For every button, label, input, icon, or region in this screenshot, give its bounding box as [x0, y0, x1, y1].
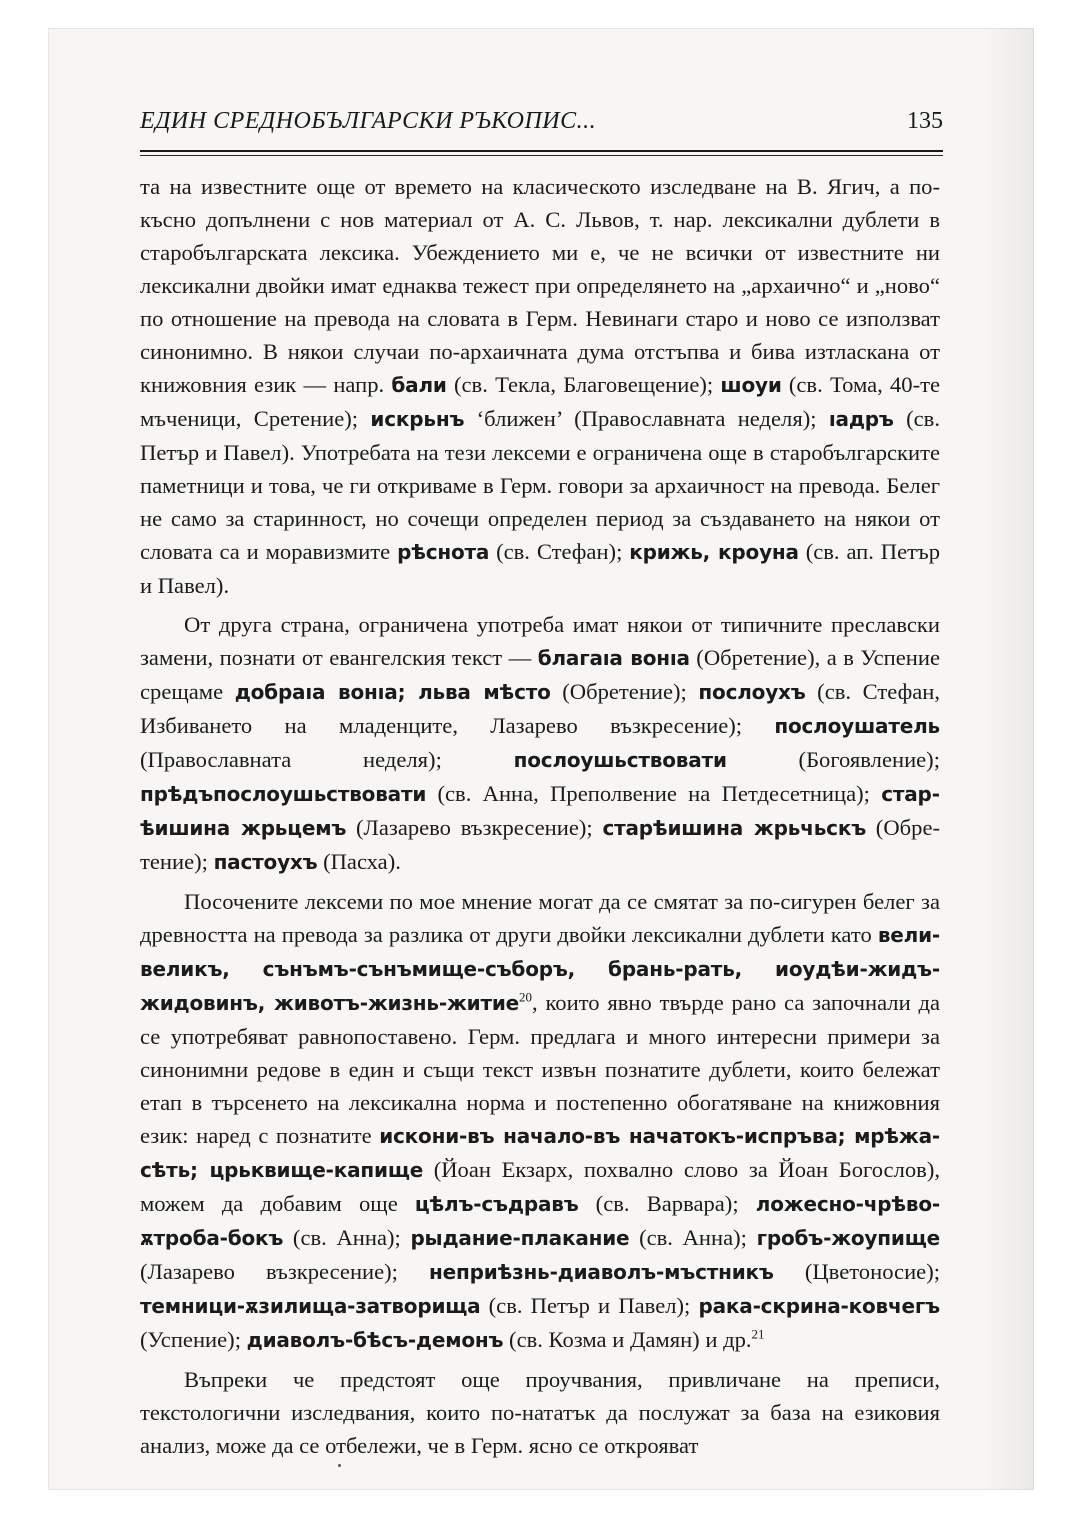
text-run: (св. Петър и Павел);	[480, 1293, 699, 1318]
text-run: (Лазарево възкресение);	[140, 1259, 430, 1284]
paragraph-4	[140, 1363, 940, 1462]
text-run: (Йоан Екзарх, похвално слово за Йоан Богослов), можем да добавим още	[140, 1157, 940, 1216]
text-run: (Цветоносие);	[773, 1259, 941, 1284]
header-rule	[140, 155, 943, 156]
text-run: (св. Варвара);	[578, 1191, 756, 1216]
text-run: (Обретение);	[140, 815, 941, 874]
text-run: , които явно твърде рано са започнали да се употребяват равнопоставено. Герм. предлага и много интересни примери за синонимни редове в един и същи текст извън познатите дублети, които бележат етап в търсенето на лексикална норма и постепенно обогатяване на книжовния език: наред с познатите	[140, 990, 940, 1148]
old-slavonic-word: старѣишина жрьчьскъ	[602, 816, 867, 840]
text-run: (св. Стефан);	[489, 539, 630, 564]
paragraph-1	[140, 170, 940, 602]
ink-speck	[338, 1464, 341, 1467]
old-slavonic-word: послоухъ	[698, 680, 806, 704]
text-run: (св. Тома, 40-те мъченици, Сретение);	[140, 372, 941, 431]
old-slavonic-word: старѣишина жрьцемъ	[140, 782, 940, 840]
text-run: (св. Текла, Благовещение);	[446, 372, 721, 397]
old-slavonic-word: благаıа вонıа	[537, 646, 690, 670]
text-run: (св. Петър и Павел). Употребата на тези лексеми е ограничена още в старобългарските паметници и това, че ги откриваме в Герм. говори за архаичност на превода. Белег не само за старинност, но сочещи определен период за създаването на някои от словата са и моравизмите	[140, 406, 940, 564]
text-run: (св. ап. Петър и Павел).	[140, 539, 940, 598]
text-run: ‘ближен’ (Православната неделя);	[464, 406, 829, 431]
text-run: (Пасха).	[317, 849, 401, 874]
old-slavonic-word: ложесно-чрѣво-ѫтроба-бокъ	[140, 1192, 940, 1250]
old-slavonic-word: рыдание-плакание	[410, 1226, 630, 1250]
old-slavonic-word: бали	[391, 373, 447, 397]
old-slavonic-word: вели-великъ, сънъмъ-сънъмище-съборъ, брань-рать, иоудѣи-жидъ-жидовинъ, животъ-жизнь-житие	[140, 923, 940, 1015]
old-slavonic-word: послоушатель	[774, 714, 940, 738]
text-run: (св. Анна, Преполвение на Петдесетница);	[426, 781, 882, 806]
text-run: (св. Стефан, Избиването на младенците, Лазарево възкресение);	[140, 679, 940, 738]
text-run: От друга страна, ограничена употреба имат някои от типичните преславски замени, познати от евангелския текст —	[140, 612, 940, 670]
paragraph-3	[140, 885, 940, 1357]
footnote-ref: 20	[519, 989, 533, 1005]
old-slavonic-word: рака-скрина-ковчегъ	[698, 1294, 940, 1318]
old-slavonic-word: прѣдъпослоушьствовати	[140, 782, 427, 806]
text-run: (Лазарево възкресение);	[346, 815, 603, 840]
text-run: (Богоявление);	[726, 747, 940, 772]
body-text	[140, 170, 940, 1468]
old-slavonic-word: неприѣзнь-диаволъ-мъстникъ	[429, 1260, 774, 1284]
text-run: (Успение);	[140, 1327, 247, 1352]
old-slavonic-word: добраıа вонıа; льва мѣсто	[234, 680, 551, 704]
text-run: Посочените лексеми по мое мнение могат да се смятат за по-сигурен белег за древността на превода за разлика от други двойки лексикални дублети като	[140, 889, 940, 947]
page-number: 135	[907, 108, 943, 134]
text-run: (Обретение), а в Успение срещаме	[140, 645, 940, 704]
text-run: (св. Козма и Дамян) и др.	[503, 1327, 752, 1352]
old-slavonic-word: пастоухъ	[213, 850, 318, 874]
running-title: ЕДИН СРЕДНОБЪЛГАРСКИ РЪКОПИС...	[140, 108, 597, 134]
text-run: (св. Анна);	[629, 1225, 757, 1250]
text-run: (Обретение);	[550, 679, 699, 704]
old-slavonic-word: диаволъ-бѣсъ-демонъ	[246, 1328, 504, 1352]
old-slavonic-word: цѣлъ-съдравъ	[414, 1192, 579, 1216]
footnote-ref: 21	[751, 1326, 765, 1342]
old-slavonic-word: гробъ-жоупище	[756, 1226, 940, 1250]
old-slavonic-word: шоуи	[720, 373, 782, 397]
old-slavonic-word: ıадръ	[828, 407, 894, 431]
old-slavonic-word: рѣснота	[397, 540, 490, 564]
old-slavonic-word: искони-въ начало-въ начатокъ-испръва; мрѣжа-сѣть; црьквище-капище	[140, 1124, 940, 1182]
text-run: Въпреки че предстоят още проучвания, привличане на преписи, текстологични изследвания, които по-нататък да послужат за база на езиковия анализ, може да се отбележи, че в Герм. ясно се открояват	[140, 1367, 940, 1458]
old-slavonic-word: послоушьствовати	[513, 748, 727, 772]
old-slavonic-word: темници-ѫзилища-затворища	[140, 1294, 481, 1318]
paragraph-2	[140, 608, 940, 879]
text-run: та на известните още от времето на класическото изследване на В. Ягич, а по-късно допълнени с нов материал от А. С. Львов, т. нар. лексикални дублети в старобългарската лексика. Убеждението ми е, че не всички от известните ни лексикални двойки имат еднаква тежест при определянето на „архаично“ и „ново“ по отношение на превода на словата в Герм. Невинаги старо и ново се използват синонимно. В някои случаи по-архаичната дума отстъпва и бива изтласкана от книжовния език — напр.	[140, 174, 940, 397]
running-head	[140, 106, 943, 152]
text-run: (св. Анна);	[283, 1225, 411, 1250]
old-slavonic-word: искрьнъ	[370, 407, 465, 431]
old-slavonic-word: крижь, кроуна	[629, 540, 799, 564]
text-run: (Православната неделя);	[140, 747, 514, 772]
